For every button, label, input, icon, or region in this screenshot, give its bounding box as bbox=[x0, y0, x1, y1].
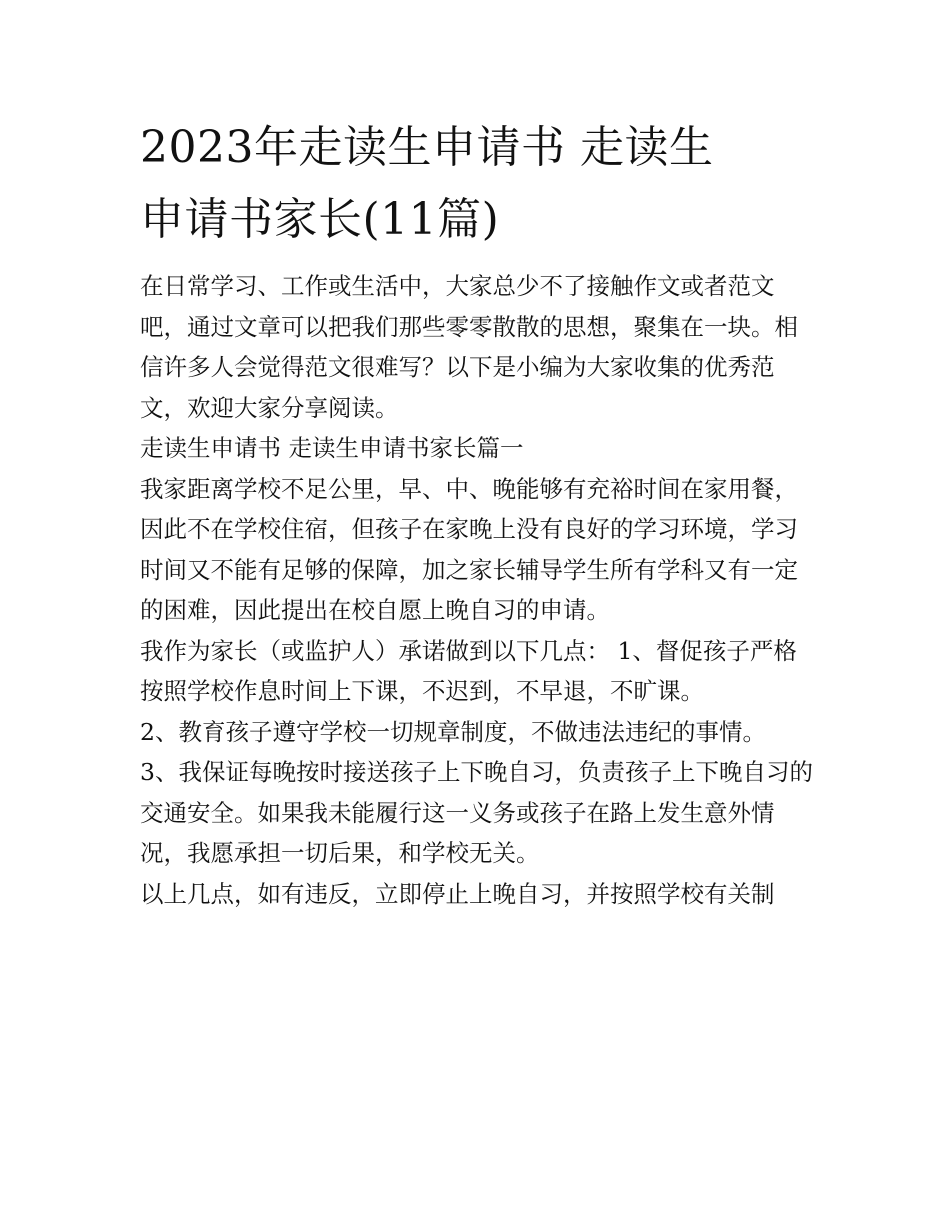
document-title bbox=[140, 112, 820, 256]
body-paragraph: 3、我保证每晚按时接送孩子上下晚自习，负责孩子上下晚自习的交通安全。如果我未能履行这一义务或孩子在路上发生意外情况，我愿承担一切后果，和学校无关。 bbox=[140, 758, 813, 867]
body-paragraph: 以上几点，如有违反，立即停止上晚自习，并按照学校有关制 bbox=[140, 879, 775, 908]
section-heading: 走读生申请书 走读生申请书家长篇一 bbox=[140, 434, 524, 462]
intro-paragraph: 在日常学习、工作或生活中，大家总少不了接触作文或者范文吧，通过文章可以把我们那些零零散散的思想，聚集在一块。相信许多人会觉得范文很难写？以下是小编为大家收集的优秀范文，欢迎大家分享阅读。 bbox=[140, 272, 798, 422]
document-body bbox=[140, 112, 820, 914]
title-line-2: 申请书家长(11篇) bbox=[140, 194, 500, 245]
body-paragraph: 我家距离学校不足公里，早、中、晚能够有充裕时间在家用餐，因此不在学校住宿，但孩子在家晚上没有良好的学习环境，学习时间又不能有足够的保障，加之家长辅导学生所有学科又有一定的困难，因此提出在校自愿上晚自习的申请。 bbox=[140, 474, 798, 624]
body-paragraph: 我作为家长（或监护人）承诺做到以下几点： 1、督促孩子严格按照学校作息时间上下课，不迟到，不早退，不旷课。 bbox=[140, 636, 797, 705]
body-paragraph: 2、教育孩子遵守学校一切规章制度，不做违法违纪的事情。 bbox=[140, 717, 766, 746]
title-line-1: 2023年走读生申请书 走读生 bbox=[140, 122, 714, 173]
